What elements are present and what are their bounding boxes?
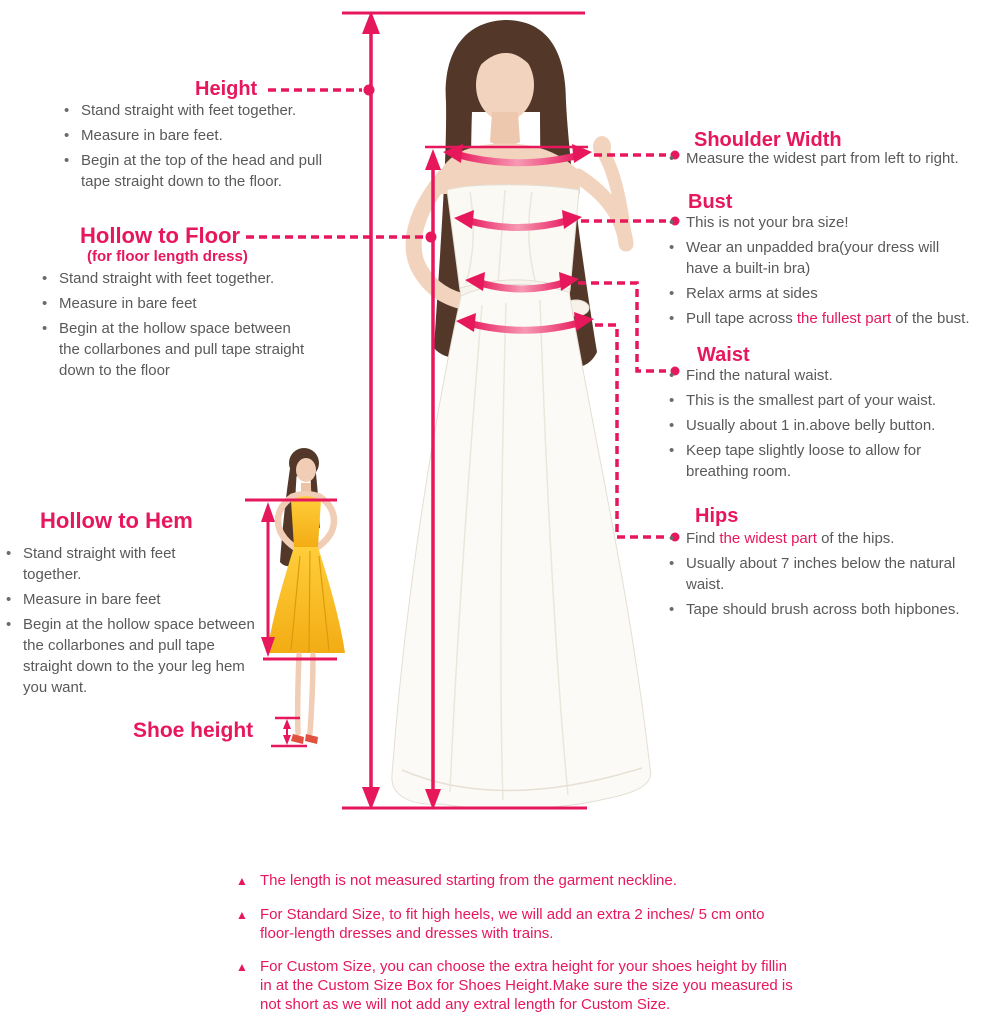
list-item: • Measure in bare feet — [6, 591, 161, 608]
bullet-dot: • — [42, 270, 48, 287]
bottom-notes — [236, 871, 976, 1024]
list-item: • Measure in bare feet — [42, 295, 197, 312]
list-item: • Stand straight with feet together. — [64, 102, 297, 119]
bust-title: Bust — [688, 191, 733, 213]
height-bullets — [64, 100, 342, 196]
height-title: Height — [195, 78, 258, 100]
waist-bullets — [669, 365, 969, 486]
list-item: • Begin at the hollow space between the collarbones and pull tape straight down to the your leg hem you want. — [6, 616, 255, 696]
list-item: • Begin at the top of the head and pull tape straight down to the floor. — [64, 152, 323, 190]
highlighted-text: the widest part — [719, 530, 817, 547]
list-item: • Pull tape across the fullest part of the bust. — [669, 310, 970, 327]
bullet-dot: • — [669, 285, 675, 302]
list-item: • Tape should brush across both hipbones. — [669, 601, 960, 618]
hips-bullets — [669, 528, 991, 624]
bullet-dot: • — [6, 591, 12, 608]
bullet-dot: • — [669, 310, 675, 327]
list-item: • Usually about 7 inches below the natural waist. — [669, 555, 956, 593]
list-item: • Relax arms at sides — [669, 285, 818, 302]
bullet-dot: • — [64, 127, 70, 144]
list-item: • This is the smallest part of your waist. — [669, 392, 937, 409]
bullet-dot: • — [669, 555, 675, 572]
hollow-to-floor-subtitle: (for floor length dress) — [87, 248, 248, 265]
bullet-dot: • — [6, 616, 12, 633]
bullet-dot: • — [42, 320, 48, 337]
bust-bullets — [669, 212, 974, 333]
bullet-dot: • — [669, 214, 675, 231]
shoulder-width-bullets — [669, 148, 999, 173]
warning-triangle-icon: ▲ — [236, 874, 248, 888]
bullet-dot: • — [42, 295, 48, 312]
bullet-dot: • — [64, 102, 70, 119]
warning-triangle-icon: ▲ — [236, 908, 248, 922]
shoulder-width-title: Shoulder Width — [694, 129, 842, 151]
bullet-dot: • — [6, 545, 12, 562]
bullet-dot: • — [669, 530, 675, 547]
bullet-dot: • — [669, 367, 675, 384]
model-photo — [392, 20, 651, 809]
bullet-dot: • — [669, 442, 675, 459]
list-item: • Measure in bare feet. — [64, 127, 223, 144]
hollow-to-hem-title: Hollow to Hem — [40, 508, 193, 533]
small-model-photo — [267, 448, 345, 744]
list-item: • Find the natural waist. — [669, 367, 833, 384]
list-item: • This is not your bra size! — [669, 214, 849, 231]
note-item: ▲ For Custom Size, you can choose the extra height for your shoes height by fillin in at the Custom Size Box for Shoes Height.Make sure the size you measured is not short as we will not add any extral length for Custom Size. — [236, 958, 793, 1013]
bullet-dot: • — [669, 417, 675, 434]
list-item: • Keep tape slightly loose to allow for breathing room. — [669, 442, 922, 480]
list-item: • Usually about 1 in.above belly button. — [669, 417, 936, 434]
bullet-dot: • — [669, 150, 675, 167]
waist-title: Waist — [697, 344, 750, 366]
hollow-to-hem-bullets — [6, 543, 268, 702]
bullet-dot: • — [64, 152, 70, 169]
list-item: • Find the widest part of the hips. — [669, 530, 895, 547]
note-item: ▲ The length is not measured starting from the garment neckline. — [236, 872, 677, 889]
highlighted-text: the fullest part — [796, 310, 892, 327]
list-item: • Stand straight with feet together. — [42, 270, 275, 287]
hollow-to-floor-title: Hollow to Floor — [80, 223, 241, 248]
hollow-to-floor-bullets — [42, 268, 327, 385]
list-item: • Measure the widest part from left to right. — [669, 150, 959, 167]
shoe-height-title: Shoe height — [133, 719, 254, 742]
list-item: • Begin at the hollow space between the collarbones and pull tape straight down to the floor — [42, 320, 305, 379]
warning-triangle-icon: ▲ — [236, 960, 248, 974]
list-item: • Wear an unpadded bra(your dress will have a built-in bra) — [669, 239, 940, 277]
hips-title: Hips — [695, 505, 739, 527]
bullet-dot: • — [669, 601, 675, 618]
bullet-dot: • — [669, 239, 675, 256]
note-item: ▲ For Standard Size, to fit high heels, we will add an extra 2 inches/ 5 cm onto floor-length dresses and dresses with trains. — [236, 906, 765, 942]
bullet-dot: • — [669, 392, 675, 409]
list-item: • Stand straight with feet together. — [6, 545, 176, 583]
